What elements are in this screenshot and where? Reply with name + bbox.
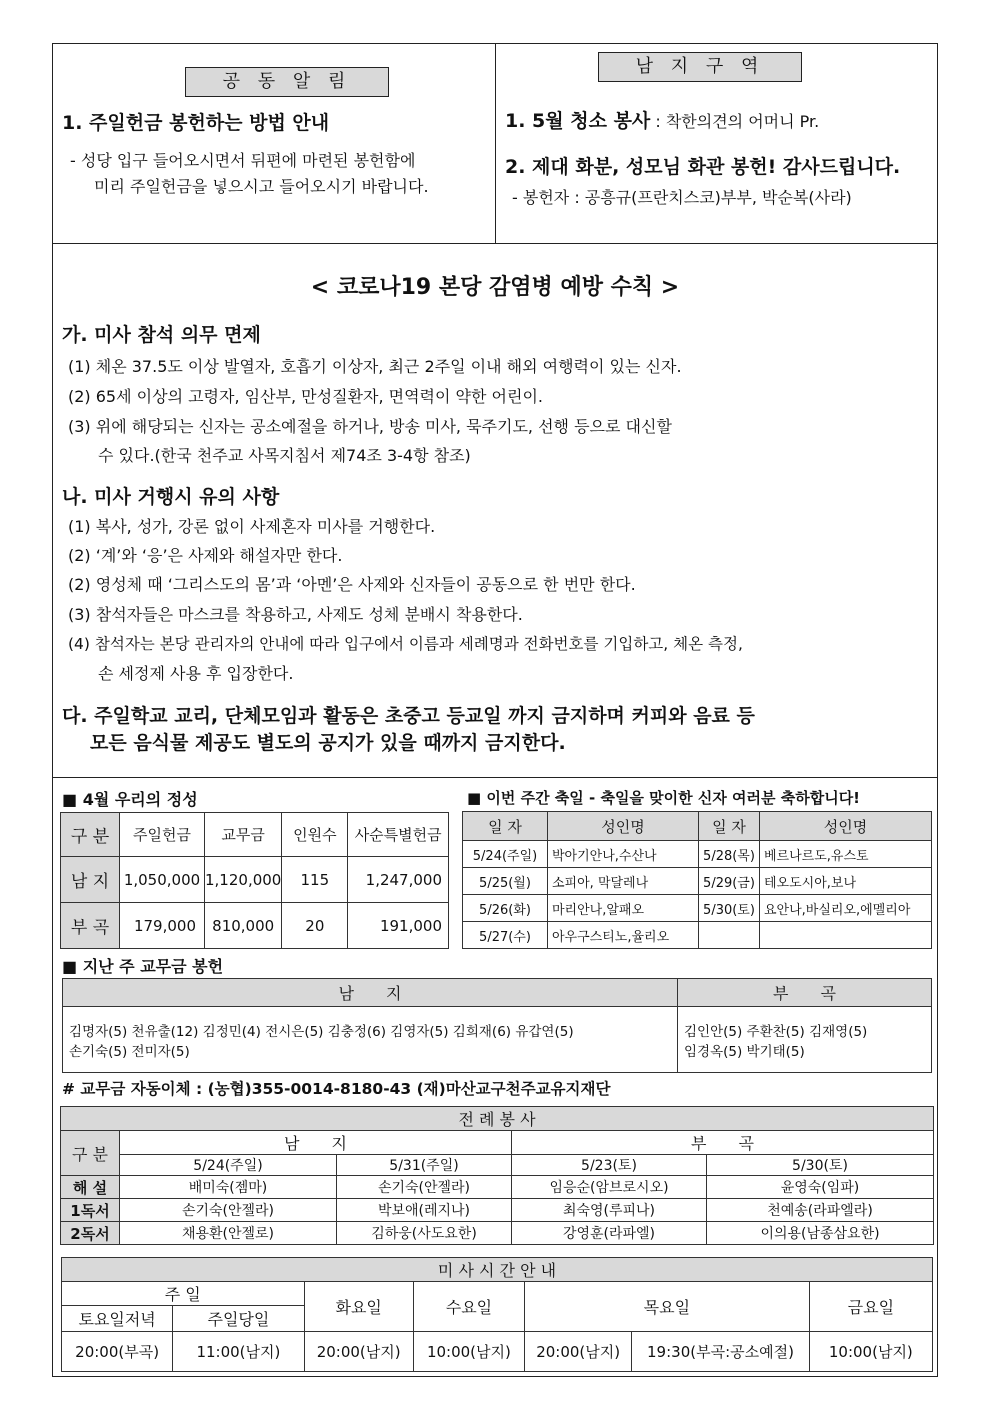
- mass-table: [61, 1257, 933, 1372]
- table-row: [61, 1222, 934, 1245]
- offering-table: [60, 812, 449, 949]
- notice-item1-line2: 미리 주일헌금을 넣으시고 들어오시기 바랍니다.: [94, 177, 429, 196]
- liturgy-date: 5/30(토): [707, 1155, 934, 1176]
- namji-item1: [505, 106, 819, 133]
- liturgy-cell: 김하웅(사도요한): [337, 1222, 512, 1245]
- offering-cell: 1,050,000: [120, 857, 205, 903]
- offering-header: 사순특별헌금: [348, 813, 449, 857]
- liturgy-cell: 채용환(안젤로): [120, 1222, 337, 1245]
- namji-item1-heading: 1. 5월 청소 봉사: [505, 110, 651, 132]
- liturgy-group-bugok: 부 곡: [512, 1131, 934, 1155]
- feast-header: 일 자: [699, 812, 760, 841]
- liturgy-role: 1독서: [61, 1199, 120, 1222]
- offering-cell: 179,000: [120, 903, 205, 949]
- liturgy-cell: 박보애(레지나): [337, 1199, 512, 1222]
- feast-saint: 요안나,바실리오,에멜리아: [760, 895, 932, 922]
- offering-title: ■ 4월 우리의 정성: [62, 790, 198, 809]
- corona-a-item: (2) 65세 이상의 고령자, 임산부, 만성질환자, 면역력이 약한 어린이.: [68, 387, 543, 406]
- dues-title: ■ 지난 주 교무금 봉헌: [62, 957, 224, 976]
- divider-top: [52, 243, 938, 244]
- liturgy-cell: 임응순(암브로시오): [512, 1176, 707, 1199]
- namji-item2-detail: - 봉헌자 : 공흥규(프란치스코)부부, 박순복(사라): [512, 188, 852, 207]
- dues-table: [62, 978, 932, 1073]
- table-row: [61, 857, 449, 903]
- liturgy-date: 5/23(토): [512, 1155, 707, 1176]
- liturgy-date: 5/24(주일): [120, 1155, 337, 1176]
- offering-cell: 20: [282, 903, 348, 949]
- corona-b-item: (1) 복사, 성가, 강론 없이 사제혼자 미사를 거행한다.: [68, 517, 436, 536]
- mass-time: 20:00(남지): [525, 1332, 632, 1372]
- feast-date: 5/29(금): [699, 868, 760, 895]
- dues-header-namji: 남 지: [63, 979, 678, 1007]
- corona-b-item: (2) 영성체 때 ‘그리스도의 몸’과 ‘아멘’은 사제와 신자들이 공동으로 한 번만 한다.: [68, 575, 636, 594]
- liturgy-role: 2독서: [61, 1222, 120, 1245]
- feast-date: 5/27(수): [463, 922, 548, 949]
- feast-date: 5/28(목): [699, 841, 760, 868]
- liturgy-date: 5/31(주일): [337, 1155, 512, 1176]
- feast-date: 5/26(화): [463, 895, 548, 922]
- table-row: [463, 868, 932, 895]
- table-row: [463, 895, 932, 922]
- feast-date: 5/25(월): [463, 868, 548, 895]
- namji-item1-detail: : 착한의견의 어머니 Pr.: [655, 112, 820, 131]
- mass-sun-day: 주일당일: [173, 1306, 304, 1332]
- liturgy-cell: 배미숙(젬마): [120, 1176, 337, 1199]
- offering-header: 구 분: [61, 813, 120, 857]
- dues-bugok-line: 임경옥(5) 박기태(5): [684, 1043, 805, 1060]
- mass-time: 20:00(부곡): [62, 1332, 173, 1372]
- liturgy-cell: 최숙영(루피나): [512, 1199, 707, 1222]
- liturgy-table: [60, 1106, 934, 1245]
- table-row: [463, 841, 932, 868]
- table-row: [62, 1332, 933, 1372]
- corona-section-a: 가. 미사 참석 의무 면제: [62, 324, 261, 346]
- liturgy-role: 해 설: [61, 1176, 120, 1199]
- feast-table: [462, 811, 932, 949]
- corona-section-c-line1: 다. 주일학교 교리, 단체모임과 활동은 초중고 등교일 까지 금지하며 커피와 음료 등: [62, 705, 755, 727]
- corona-b-item: (3) 참석자들은 마스크를 착용하고, 사제도 성체 분배시 착용한다.: [68, 605, 523, 624]
- offering-header: 교무금: [205, 813, 282, 857]
- corona-section-b: 나. 미사 거행시 유의 사항: [62, 486, 280, 508]
- corona-b-item: (2) ‘계’와 ‘응’은 사제와 해설자만 한다.: [68, 546, 343, 565]
- corona-b-item: 손 세정제 사용 후 입장한다.: [98, 664, 294, 683]
- divider-notice: [495, 43, 496, 243]
- table-row: [61, 903, 449, 949]
- dues-bugok-cell: [678, 1007, 932, 1073]
- dues-bugok-line: 김인안(5) 주환찬(5) 김재영(5): [684, 1023, 868, 1040]
- notice-item1-heading: 1. 주일헌금 봉헌하는 방법 안내: [62, 112, 330, 134]
- feast-header: 일 자: [463, 812, 548, 841]
- feast-saint: 테오도시아,보나: [760, 868, 932, 895]
- offering-cell: 810,000: [205, 903, 282, 949]
- corona-b-item: (4) 참석자는 본당 관리자의 안내에 따라 입구에서 이름과 세례명과 전화번호를 기입하고, 체온 측정,: [68, 635, 743, 653]
- namji-item2-heading: 2. 제대 화분, 성모님 화관 봉헌! 감사드립니다.: [505, 156, 901, 178]
- mass-time: 11:00(남지): [173, 1332, 304, 1372]
- liturgy-cell: 강영훈(라파엘): [512, 1222, 707, 1245]
- corona-section-c-line2: 모든 음식물 제공도 별도의 공지가 있을 때까지 금지한다.: [90, 732, 566, 754]
- mass-wed: 수요일: [413, 1282, 524, 1332]
- liturgy-cell: 손기숙(안젤라): [120, 1199, 337, 1222]
- mass-time: 20:00(남지): [304, 1332, 413, 1372]
- dues-autopay: # 교무금 자동이체 : (농협)355-0014-8180-43 (재)마산교구천주교유지재단: [62, 1080, 611, 1098]
- feast-date: [699, 922, 760, 949]
- feast-title: ■ 이번 주간 축일 - 축일을 맞이한 신자 여러분 축하합니다!: [467, 789, 861, 807]
- offering-cell: 191,000: [348, 903, 449, 949]
- mass-tue: 화요일: [304, 1282, 413, 1332]
- offering-header: 주일헌금: [120, 813, 205, 857]
- feast-saint: 박아기안나,수산나: [548, 841, 699, 868]
- corona-a-item: (3) 위에 해당되는 신자는 공소예절을 하거나, 방송 미사, 묵주기도, 선행 등으로 대신할: [68, 417, 672, 436]
- feast-date: 5/30(토): [699, 895, 760, 922]
- liturgy-cell: 천예송(라파엘라): [707, 1199, 934, 1222]
- table-row: [61, 1176, 934, 1199]
- table-row: [63, 1007, 932, 1073]
- feast-saint: 아우구스티노,율리오: [548, 922, 699, 949]
- divider-corona: [52, 777, 938, 778]
- namji-title: 남 지 구 역: [598, 52, 802, 82]
- feast-saint: [760, 922, 932, 949]
- notice-item1-line1: - 성당 입구 들어오시면서 뒤편에 마련된 봉헌함에: [70, 151, 416, 170]
- liturgy-cell: 윤영숙(임파): [707, 1176, 934, 1199]
- offering-header: 인원수: [282, 813, 348, 857]
- notice-title: 공 동 알 림: [185, 67, 389, 97]
- feast-header: 성인명: [548, 812, 699, 841]
- mass-thu: 목요일: [525, 1282, 810, 1332]
- corona-a-item: (1) 체온 37.5도 이상 발열자, 호흡기 이상자, 최근 2주일 이내 해외 여행력이 있는 신자.: [68, 357, 682, 376]
- corona-title: < 코로나19 본당 감염병 예방 수칙 >: [310, 275, 680, 300]
- liturgy-label: 구 분: [61, 1131, 120, 1176]
- mass-sat-eve: 토요일저녁: [62, 1306, 173, 1332]
- mass-time: 10:00(남지): [413, 1332, 524, 1372]
- mass-time: 10:00(남지): [809, 1332, 932, 1372]
- mass-time: 19:30(부곡:공소예절): [632, 1332, 809, 1372]
- feast-date: 5/24(주일): [463, 841, 548, 868]
- liturgy-group-namji: 남 지: [120, 1131, 512, 1155]
- offering-row-label: 남 지: [61, 857, 120, 903]
- feast-header: 성인명: [760, 812, 932, 841]
- table-row: [61, 1199, 934, 1222]
- offering-cell: 115: [282, 857, 348, 903]
- dues-namji-cell: [63, 1007, 678, 1073]
- offering-row-label: 부 곡: [61, 903, 120, 949]
- corona-a-item: 수 있다.(한국 천주교 사목지침서 제74조 3-4항 참조): [98, 446, 471, 465]
- liturgy-cell: 손기숙(안젤라): [337, 1176, 512, 1199]
- dues-header-bugok: 부 곡: [678, 979, 932, 1007]
- dues-namji-line: 손기숙(5) 전미자(5): [69, 1043, 190, 1060]
- table-row: [463, 922, 932, 949]
- mass-fri: 금요일: [809, 1282, 932, 1332]
- feast-saint: 소피아, 막달레나: [548, 868, 699, 895]
- feast-saint: 마리안나,알패오: [548, 895, 699, 922]
- mass-sunday: 주 일: [62, 1282, 305, 1306]
- feast-saint: 베르나르도,유스토: [760, 841, 932, 868]
- liturgy-cell: 이의용(남종삼요한): [707, 1222, 934, 1245]
- offering-cell: 1,247,000: [348, 857, 449, 903]
- offering-cell: 1,120,000: [205, 857, 282, 903]
- dues-namji-line: 김명자(5) 천유출(12) 김정민(4) 전시은(5) 김충정(6) 김영자(5) 김희재(6) 유갑연(5): [69, 1023, 574, 1040]
- mass-title: 미 사 시 간 안 내: [62, 1258, 933, 1282]
- liturgy-title: 전 례 봉 사: [61, 1107, 934, 1131]
